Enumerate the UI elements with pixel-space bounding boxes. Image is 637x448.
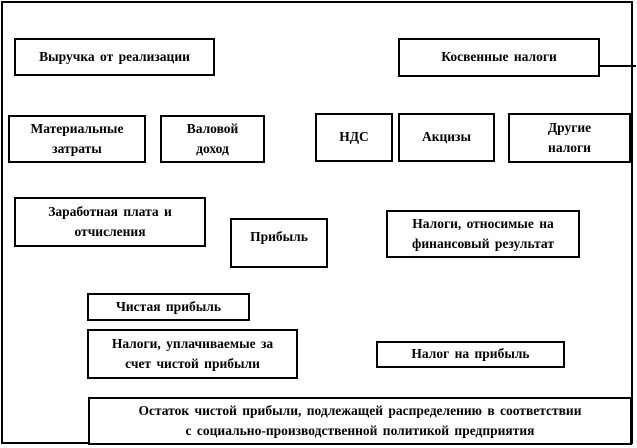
box-taxes-on-financial-result-label-line2: финансовый результат [412, 236, 554, 251]
box-remaining-net-profit [88, 397, 632, 445]
box-profit [230, 218, 328, 268]
box-taxes-paid-from-net-profit-label-line2: счет чистой прибыли [125, 356, 260, 371]
box-material-costs-label: Материальные [30, 120, 124, 136]
box-taxes-on-financial-result [386, 210, 580, 258]
box-wages-label-line2: отчисления [74, 224, 146, 239]
box-taxes-paid-from-net-profit-label: Налоги, уплачиваемые за [111, 335, 274, 351]
box-other-taxes [508, 113, 631, 163]
box-taxes-paid-from-net-profit [87, 329, 298, 379]
box-profit-tax-label: Налог на прибыль [411, 346, 530, 362]
box-net-profit-label: Чистая прибыль [116, 298, 221, 314]
box-excise [398, 113, 495, 162]
box-gross-income [160, 115, 265, 163]
box-net-profit [87, 293, 250, 321]
box-vat-label: НДС [339, 129, 369, 145]
box-gross-income-label: Валовой [186, 120, 239, 136]
box-material-costs-label-line2: затраты [52, 141, 102, 156]
box-taxes-on-financial-result-label: Налоги, относимые на [412, 215, 554, 231]
box-material-costs [8, 115, 146, 163]
box-remaining-net-profit-label: Остаток чистой прибыли, подлежащей распределению в соответствии [138, 402, 582, 418]
box-remaining-net-profit-label-line2: с социально-производственной политикой предприятия [185, 423, 535, 438]
box-excise-label: Акцизы [421, 129, 472, 145]
box-other-taxes-label: Другие [547, 119, 592, 135]
box-gross-income-label-line2: доход [196, 141, 229, 156]
box-profit-tax [376, 341, 565, 368]
box-other-taxes-label-line2: налоги [548, 140, 591, 155]
box-profit-label: Прибыль [250, 229, 308, 244]
box-indirect-taxes [398, 38, 600, 77]
box-indirect-taxes-label: Косвенные налоги [441, 49, 557, 65]
connector-line-indirect-taxes [598, 65, 636, 67]
box-revenue [14, 38, 215, 76]
box-wages-label: Заработная плата и [48, 203, 172, 219]
box-wages-and-deductions [14, 197, 206, 247]
box-vat [315, 113, 393, 162]
box-revenue-label: Выручка от реализации [39, 48, 190, 64]
